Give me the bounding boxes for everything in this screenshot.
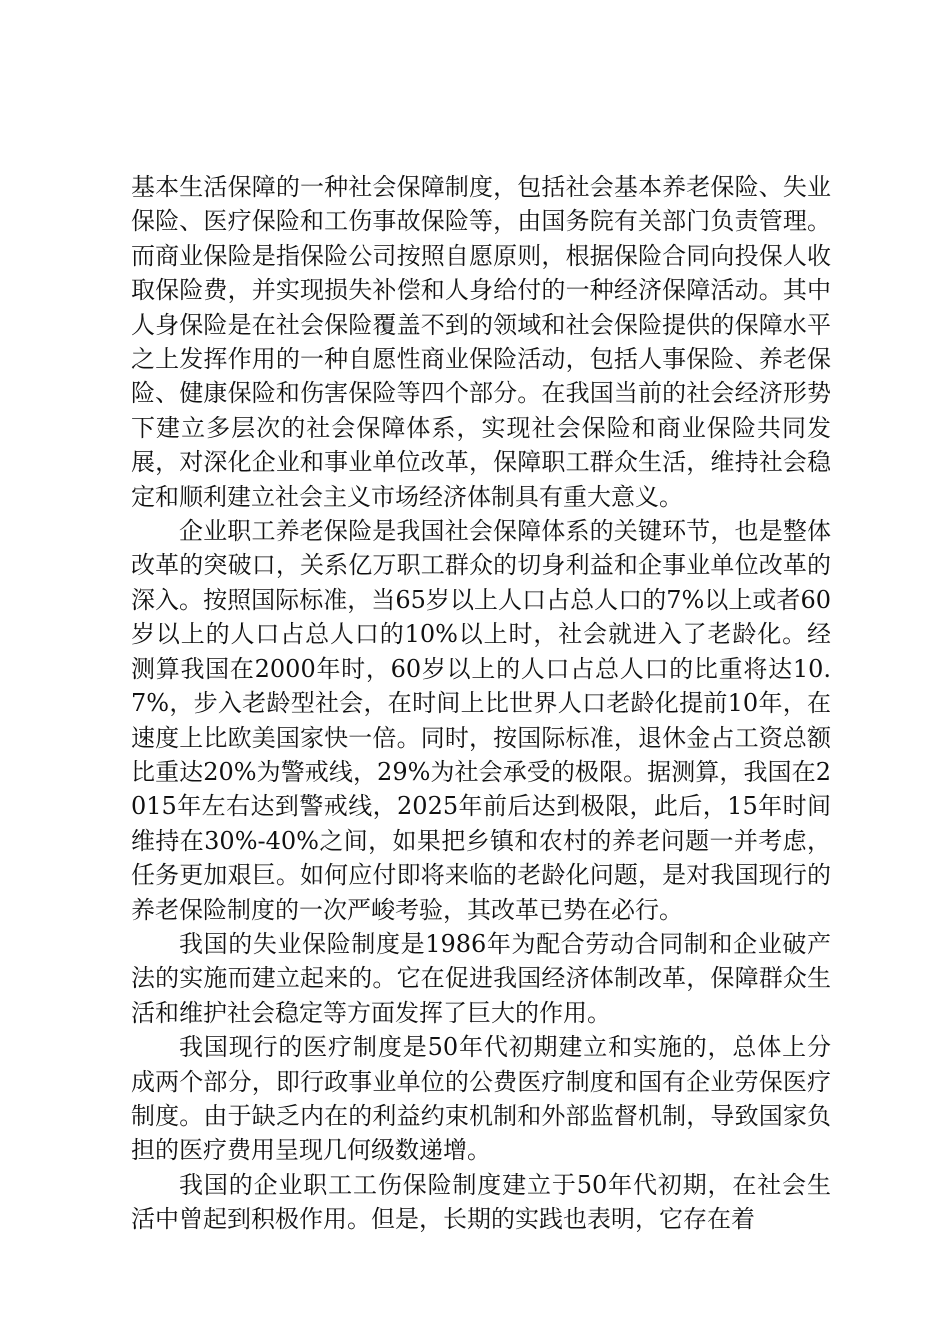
paragraph-medical-system: 我国现行的医疗制度是50年代初期建立和实施的，总体上分成两个部分，即行政事业单位的公费医疗制度和国有企业劳保医疗制度。由于缺乏内在的利益约束机制和外部监督机制，导致国家负担的医疗费用呈现几何级数递增。 — [131, 1033, 831, 1165]
document-body — [131, 170, 831, 1237]
paragraph-unemployment-insurance: 我国的失业保险制度是1986年为配合劳动合同制和企业破产法的实施而建立起来的。它在促进我国经济体制改革，保障群众生活和维护社会稳定等方面发挥了巨大的作用。 — [131, 929, 831, 1027]
paragraph-work-injury-insurance: 我国的企业职工工伤保险制度建立于50年代初期，在社会生活中曾起到积极作用。但是，长期的实践也表明，它存在着 — [131, 1170, 831, 1234]
paragraph-continuation: 基本生活保障的一种社会保障制度，包括社会基本养老保险、失业保险、医疗保险和工伤事故保险等，由国务院有关部门负责管理。而商业保险是指保险公司按照自愿原则，根据保险合同向投保人收取保险费，并实现损失补偿和人身给付的一种经济保障活动。其中人身保险是在社会保险覆盖不到的领域和社会保险提供的保障水平之上发挥作用的一种自愿性商业保险活动，包括人事保险、养老保险、健康保险和伤害保险等四个部分。在我国当前的社会经济形势下建立多层次的社会保障体系，实现社会保险和商业保险共同发展，对深化企业和事业单位改革，保障职工群众生活，维持社会稳定和顺利建立社会主义市场经济体制具有重大意义。 — [131, 173, 831, 511]
paragraph-pension-insurance: 企业职工养老保险是我国社会保障体系的关键环节，也是整体改革的突破口，关系亿万职工群众的切身利益和企事业单位改革的深入。按照国际标准，当65岁以上人口占总人口的7%以上或者60岁以上的人口占总人口的10%以上时，社会就进入了老龄化。经测算我国在2000年时，60岁以上的人口占总人口的比重将达10.7%，步入老龄型社会，在时间上比世界人口老龄化提前10年，在速度上比欧美国家快一倍。同时，按国际标准，退休金占工资总额比重达20%为警戒线，29%为社会承受的极限。据测算，我国在2015年左右达到警戒线，2025年前后达到极限，此后，15年时间维持在30%-40%之间，如果把乡镇和农村的养老问题一并考虑，任务更加艰巨。如何应付即将来临的老龄化问题，是对我国现行的养老保险制度的一次严峻考验，其改革已势在必行。 — [131, 517, 831, 924]
